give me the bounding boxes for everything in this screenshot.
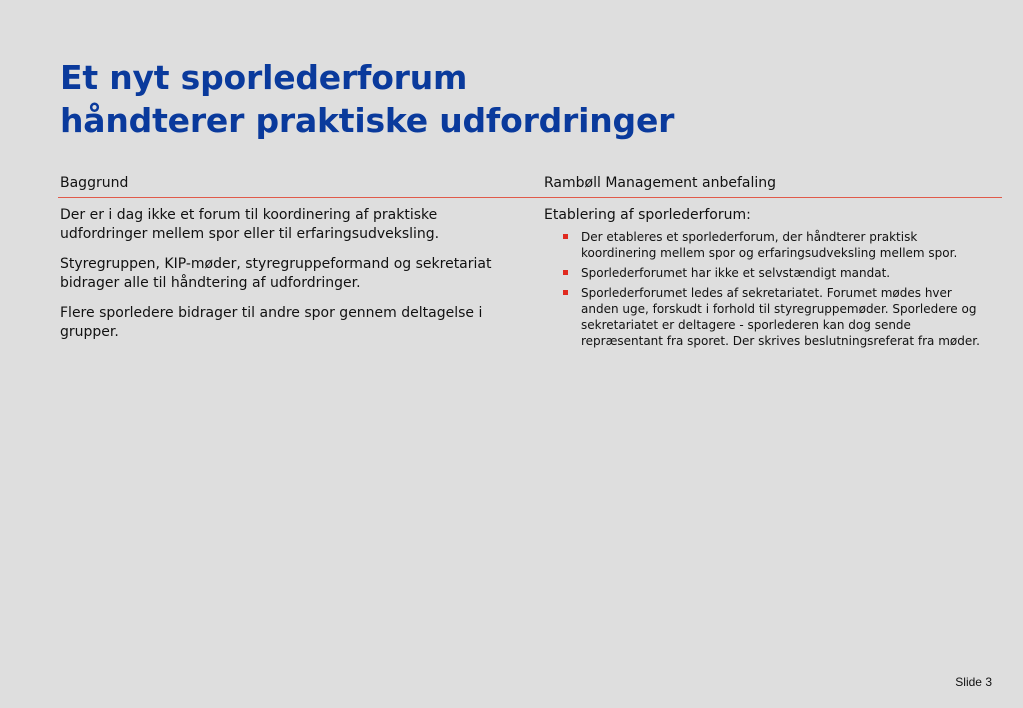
background-paragraph: Der er i dag ikke et forum til koordinering af praktiske udfordringer mellem spor eller til erfaringsudveksling. (60, 207, 440, 242)
recommendation-section (544, 206, 994, 353)
square-bullet-icon (563, 270, 568, 275)
recommendation-list (544, 229, 994, 349)
background-paragraph: Flere sporledere bidrager til andre spor gennem deltagelse i grupper. (60, 305, 483, 340)
recommendation-intro: Etablering af sporlederforum: (544, 207, 751, 223)
square-bullet-icon (563, 234, 568, 239)
slide-title (60, 56, 674, 142)
slide-number: Slide 3 (955, 675, 992, 689)
list-item-text: Sporlederforumet har ikke et selvstændigt mandat. (581, 266, 891, 280)
left-column-header: Baggrund (60, 175, 129, 191)
list-item (544, 285, 993, 349)
slide-title-line-2: håndterer praktiske udfordringer (60, 101, 675, 140)
list-item-text: Der etableres et sporlederforum, der håndterer praktisk koordinering mellem spor og erfaringsudveksling mellem spor. (581, 230, 958, 260)
slide-title-line-1: Et nyt sporlederforum (60, 58, 468, 97)
background-paragraph: Styregruppen, KIP-møder, styregruppeformand og sekretariat bidrager alle til håndtering af udfordringer. (60, 256, 492, 291)
header-divider (58, 197, 1002, 198)
list-item-text: Sporlederforumet ledes af sekretariatet. Forumet mødes hver anden uge, forskudt i forhold til styregruppemøder. Sporledere og sekretariatet er deltagere - sporlederen kan dog sende repræsentant fra sporet. Der skrives beslutningsreferat fra møder. (581, 286, 980, 348)
right-column-header: Rambøll Management anbefaling (544, 175, 776, 191)
list-item (544, 265, 993, 281)
list-item (544, 229, 993, 261)
background-section (60, 206, 510, 353)
square-bullet-icon (563, 290, 568, 295)
